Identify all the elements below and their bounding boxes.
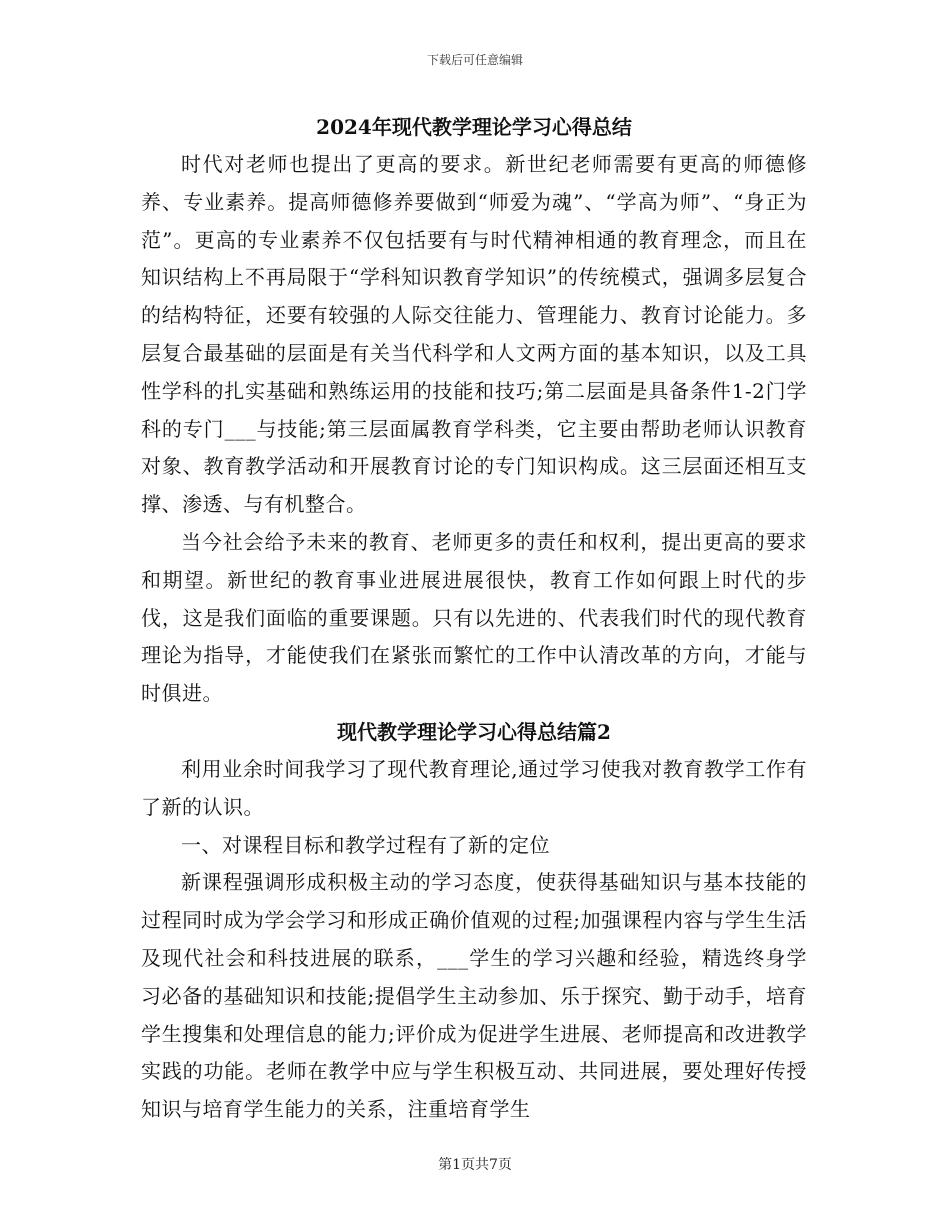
page-number: 第1页共7页	[438, 1157, 512, 1173]
document-body	[141, 108, 807, 1129]
paragraph: 当今社会给予未来的教育、老师更多的责任和权利，提出更高的要求和期望。新世纪的教育事业进展进展很快，教育工作如何跟上时代的步伐，这是我们面临的重要课题。只有以先进的、代表我们时代的现代教育理论为指导，才能使我们在紧张而繁忙的工作中认清改革的方向，才能与时俱进。	[141, 529, 807, 706]
paragraph: 时代对老师也提出了更高的要求。新世纪老师需要有更高的师德修养、专业素养。提高师德修养要做到“师爱为魂”、“学高为师”、“身正为范”。更高的专业素养不仅包括要有与时代精神相通的教育理念，而且在知识结构上不再局限于“学科知识教育学知识”的传统模式，强调多层复合的结构特征，还要有较强的人际交往能力、管理能力、教育讨论能力。多层复合最基础的层面是有关当代科学和人文两方面的基本知识，以及工具性学科的扎实基础和熟练运用的技能和技巧;第二层面是具备条件1-2门学科的专门___与技能;第三层面属教育学科类，它主要由帮助老师认识教育对象、教育教学活动和开展教育讨论的专门知识构成。这三层面还相互支撑、渗透、与有机整合。	[141, 152, 807, 517]
section-title: 现代教学理论学习心得总结篇2	[337, 719, 611, 744]
section-heading: 一、对课程目标和教学过程有了新的定位	[181, 832, 550, 857]
document-title: 2024年现代教学理论学习心得总结	[316, 115, 632, 139]
page-header-note: 下载后可任意编辑	[426, 53, 523, 67]
paragraph: 新课程强调形成积极主动的学习态度，使获得基础知识与基本技能的过程同时成为学会学习和形成正确价值观的过程;加强课程内容与学生生活及现代社会和科技进展的联系，___学生的学习兴趣和经验，精选终身学习必备的基础知识和技能;提倡学生主动参加、乐于探究、勤于动手，培育学生搜集和处理信息的能力;评价成为促进学生进展、老师提高和改进教学实践的功能。老师在教学中应与学生积极互动、共同进展，要处理好传授知识与培育学生能力的关系，注重培育学生	[141, 870, 807, 1122]
paragraph: 利用业余时间我学习了现代教育理论,通过学习使我对教育教学工作有了新的认识。	[141, 756, 807, 819]
